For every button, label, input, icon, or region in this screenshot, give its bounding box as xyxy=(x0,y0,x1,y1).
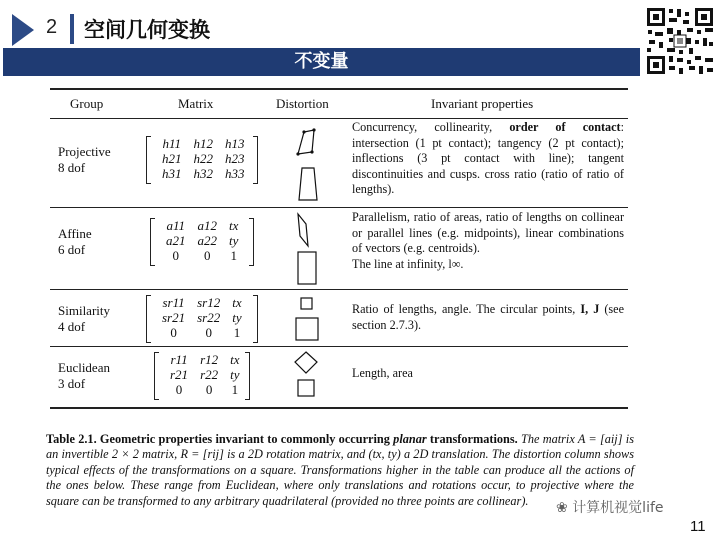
section-number: 2 xyxy=(46,16,58,38)
group-dof: 8 dof xyxy=(58,160,86,175)
section-banner: 不变量 xyxy=(3,48,640,76)
qr-code-icon xyxy=(645,6,715,76)
invariant-description: Length, area xyxy=(352,366,413,380)
column-header-group: Group xyxy=(70,96,104,111)
matrix-cell: 0 xyxy=(170,325,177,340)
table-top-rule xyxy=(50,88,628,90)
projective-distortion-icon xyxy=(290,126,330,206)
matrix-cell: a22 xyxy=(197,233,217,248)
matrix-cell: 0 xyxy=(172,248,179,263)
matrix-cell: sr21 xyxy=(162,310,186,325)
matrix-cell: sr11 xyxy=(162,295,185,310)
matrix-cell: h23 xyxy=(225,151,245,166)
matrix-cell: 0 xyxy=(205,325,212,340)
matrix-cell: h32 xyxy=(193,166,213,181)
watermark: ❀ 计算机视觉life xyxy=(556,500,664,516)
group-dof: 4 dof xyxy=(58,319,86,334)
header-triangle-icon xyxy=(12,14,34,46)
matrix-cell: h31 xyxy=(162,166,182,181)
matrix-cell: ty xyxy=(230,367,240,382)
matrix-cell: h13 xyxy=(225,136,245,151)
matrix xyxy=(154,352,250,400)
matrix-cell: h12 xyxy=(193,136,213,151)
table-caption: Table 2.1. Geometric properties invariant to commonly occurring planar transformations. The matrix A = [aij] is an invertible 2 × 2 matrix, R = [rij] is a 2D rotation matrix, and (tx, ty) a 2D translation. The distortion column shows typical effects of the transformations on a square. Transformations higher in the table can produce all the actions of the ones below. These range from Euclidean, where only translations and rotations occur, to projective where the square can be transformed to any arbitrary quadrilateral (provided no three points are collinear). xyxy=(46,432,634,508)
matrix-cell: tx xyxy=(229,218,239,233)
wechat-icon: ❀ xyxy=(556,500,573,516)
column-header-invariants: Invariant properties xyxy=(431,96,534,111)
group-name: Projective xyxy=(58,144,111,159)
invariant-description: Concurrency, collinearity, order of contact: intersection (1 pt contact); tangency (2 pt contact); inflections (3 pt contact with line); tangent discontinuities and cusps. cross ratio (ratio of ratio of lengths). xyxy=(352,120,624,196)
matrix-cell: r21 xyxy=(170,367,189,382)
matrix-cell: r11 xyxy=(170,352,188,367)
similarity-distortion-icon xyxy=(290,294,330,346)
matrix-cell: a11 xyxy=(166,218,186,233)
matrix-cell: r12 xyxy=(200,352,219,367)
row-rule xyxy=(50,289,628,290)
matrix-cell: 1 xyxy=(233,325,241,340)
matrix-cell: ty xyxy=(229,233,239,248)
page-number: 11 xyxy=(690,518,706,535)
matrix-cell: h21 xyxy=(162,151,182,166)
header-rule xyxy=(50,118,628,119)
matrix-cell: h22 xyxy=(193,151,213,166)
matrix-cell: tx xyxy=(230,352,240,367)
row-rule xyxy=(50,346,628,347)
matrix xyxy=(146,295,258,343)
matrix-cell: a12 xyxy=(197,218,217,233)
page-title: 空间几何变换 xyxy=(84,18,210,42)
matrix-cell: 0 xyxy=(205,382,213,397)
column-header-matrix: Matrix xyxy=(178,96,214,111)
matrix-cell: h11 xyxy=(162,136,182,151)
matrix-cell: r22 xyxy=(200,367,219,382)
matrix-cell: sr22 xyxy=(197,310,221,325)
matrix-cell: h33 xyxy=(225,166,245,181)
matrix xyxy=(150,218,254,266)
matrix-cell: ty xyxy=(232,310,242,325)
invariants-table xyxy=(50,88,628,410)
matrix-cell: 0 xyxy=(204,248,211,263)
group-name: Similarity xyxy=(58,303,110,318)
matrix-cell: a21 xyxy=(166,233,186,248)
euclidean-distortion-icon xyxy=(290,350,330,400)
header-divider xyxy=(70,14,74,44)
column-header-distortion: Distortion xyxy=(276,96,329,111)
group-name: Euclidean xyxy=(58,360,110,375)
matrix-cell: 1 xyxy=(231,382,239,397)
group-dof: 6 dof xyxy=(58,242,86,257)
table-bottom-rule xyxy=(50,407,628,409)
affine-distortion-icon xyxy=(290,210,330,290)
matrix xyxy=(146,136,258,184)
matrix-cell: 1 xyxy=(230,248,237,263)
group-name: Affine xyxy=(58,226,92,241)
matrix-cell: 0 xyxy=(175,382,183,397)
matrix-cell: tx xyxy=(232,295,242,310)
invariant-description: Parallelism, ratio of areas, ratio of lengths on collinear or parallel lines (e.g. midpoints), linear combinations of vectors (e.g. centroids). The line at infinity, l∞. xyxy=(352,210,624,271)
invariant-description: Ratio of lengths, angle. The circular points, I, J (see section 2.7.3). xyxy=(352,302,624,332)
group-dof: 3 dof xyxy=(58,376,86,391)
matrix-cell: sr12 xyxy=(197,295,221,310)
row-rule xyxy=(50,207,628,208)
